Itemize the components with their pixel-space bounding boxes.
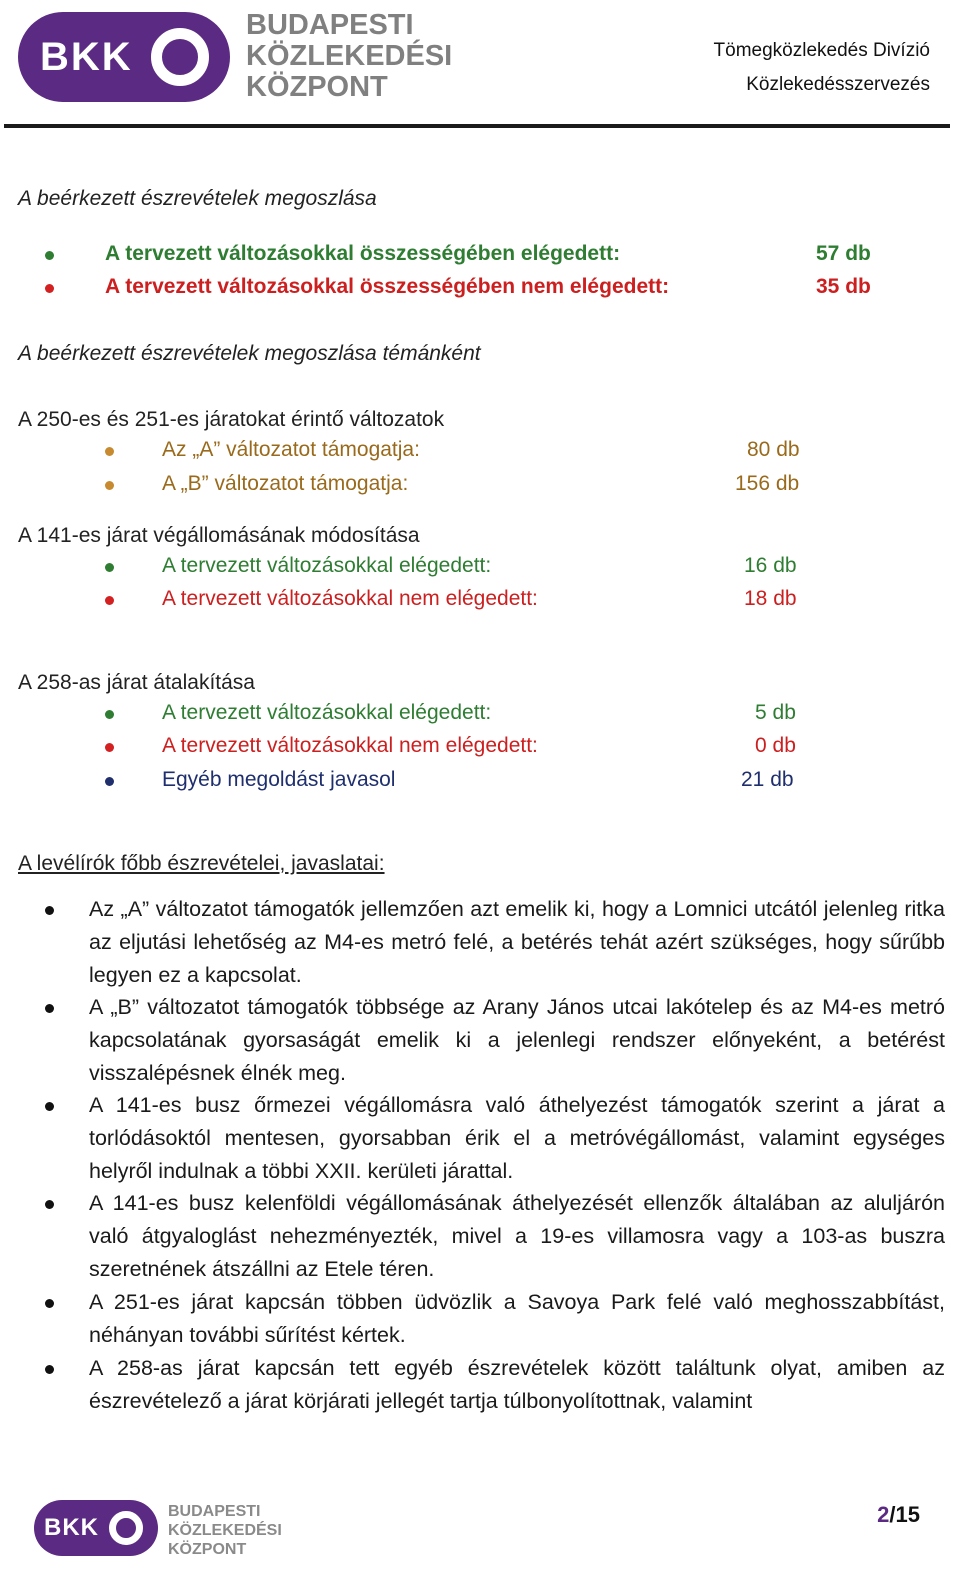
bullet-icon xyxy=(105,563,114,572)
topic-141-not-satisfied-label: A tervezett változásokkal nem elégedett: xyxy=(162,587,538,610)
topic-250-251-title: A 250-es és 251-es járatokat érintő változatok xyxy=(18,408,445,431)
topic-250-variant-a-label: Az „A” változatot támogatja: xyxy=(162,438,420,461)
topic-258-not-satisfied-value: 0 db xyxy=(755,734,796,757)
remarks-title: A levélírók főbb észrevételei, javaslatai: xyxy=(18,852,385,875)
remark-item: A 141-es busz őrmezei végállomásra való áthelyezést támogatók szerint a járat a torlódásoktól mentesen, gyorsabban érik el a metróvégállomást, valamint egységes helyről indulnak a többi XXII. kerületi járattal. xyxy=(89,1093,945,1183)
logo-line-1: BUDAPESTI xyxy=(246,9,414,41)
logo-ring-icon xyxy=(151,28,209,86)
logo-abbr: BKK xyxy=(40,34,133,79)
topic-250-variant-b-label: A „B” változatot támogatja: xyxy=(162,472,409,495)
page-total: /15 xyxy=(889,1502,920,1527)
page-current: 2 xyxy=(877,1502,890,1527)
remark-item: A 251-es járat kapcsán többen üdvözlik a Savoya Park felé való meghosszabbítást, néhányan további sűrítést kértek. xyxy=(89,1290,945,1347)
summary-satisfied-label: A tervezett változásokkal összességében elégedett: xyxy=(105,242,621,265)
summary-not-satisfied-label: A tervezett változásokkal összességében nem elégedett: xyxy=(105,275,670,298)
bullet-icon xyxy=(105,777,114,786)
department-name: Közlekedésszervezés xyxy=(746,74,930,95)
remark-item: A 258-as járat kapcsán tett egyéb észrevételek között találtunk olyat, amiben az észrevételező a járat körjárati jellegét tartja túlbonyolítottnak, valamint xyxy=(89,1356,945,1413)
topic-141-satisfied-label: A tervezett változásokkal elégedett: xyxy=(162,554,492,577)
page-number xyxy=(877,1502,920,1528)
footer-logo-ring-icon xyxy=(109,1511,143,1545)
bkk-logo xyxy=(18,12,230,102)
topic-141-satisfied-value: 16 db xyxy=(744,554,797,577)
remark-item: A „B” változatot támogatók többsége az Arany János utcai lakótelep és az M4-es metró kapcsolatának gyorsaságát emelik ki a jelenlegi rendszer előnyeként, a betérést visszalépésnek élnék meg. xyxy=(89,995,945,1085)
remark-item: A 141-es busz kelenföldi végállomásának áthelyezését ellenzők általában az aluljárón való átgyaloglást nehezményezték, mivel a 19-es villamosra vagy a 103-as buszra szeretnének átszállni az Etele téren. xyxy=(89,1191,945,1281)
topic-258-other-label: Egyéb megoldást javasol xyxy=(162,768,396,791)
footer-logo-wordmark xyxy=(168,1502,282,1559)
summary-not-satisfied-value: 35 db xyxy=(816,275,871,298)
logo-line-2: KÖZLEKEDÉSI xyxy=(246,40,453,72)
bullet-icon xyxy=(105,447,114,456)
remark-item: Az „A” változatot támogatók jellemzően azt emelik ki, hogy a Lomnici utcától jelenleg ritka az eljutási lehetőség az M4-es metró felé, a betérés tehát azért szükséges, hogy sűrűbb legyen ez a kapcsolat. xyxy=(89,897,945,987)
logo-wordmark xyxy=(246,10,452,103)
bullet-icon xyxy=(45,1299,54,1308)
topic-258-not-satisfied-label: A tervezett változásokkal nem elégedett: xyxy=(162,734,538,757)
footer-logo-abbr: BKK xyxy=(44,1514,99,1541)
topic-250-variant-b-value: 156 db xyxy=(735,472,800,495)
summary-satisfied-value: 57 db xyxy=(816,242,871,265)
footer-logo-line-2: KÖZLEKEDÉSI xyxy=(168,1522,282,1539)
bullet-icon xyxy=(105,743,114,752)
footer-bkk-logo xyxy=(34,1500,158,1556)
topic-141-not-satisfied-value: 18 db xyxy=(744,587,797,610)
bullet-icon xyxy=(45,284,54,293)
logo-line-3: KÖZPONT xyxy=(246,71,388,103)
topic-141-title: A 141-es járat végállomásának módosítása xyxy=(18,524,420,547)
bullet-icon xyxy=(45,1365,54,1374)
bullet-icon xyxy=(105,710,114,719)
bullet-icon xyxy=(105,596,114,605)
topic-258-satisfied-value: 5 db xyxy=(755,701,796,724)
page-header xyxy=(0,0,960,130)
bullet-icon xyxy=(45,1004,54,1013)
topic-258-satisfied-label: A tervezett változásokkal elégedett: xyxy=(162,701,492,724)
footer-logo-line-1: BUDAPESTI xyxy=(168,1503,261,1520)
section-title-distribution: A beérkezett észrevételek megoszlása xyxy=(18,187,377,210)
bullet-icon xyxy=(105,481,114,490)
section-title-by-topic: A beérkezett észrevételek megoszlása témánként xyxy=(18,342,481,365)
header-divider xyxy=(4,124,950,128)
division-name: Tömegközlekedés Divízió xyxy=(713,40,930,61)
bullet-icon xyxy=(45,1102,54,1111)
topic-258-title: A 258-as járat átalakítása xyxy=(18,671,255,694)
bullet-icon xyxy=(45,251,54,260)
organization-unit xyxy=(714,34,930,102)
bullet-icon xyxy=(45,906,54,915)
topic-258-other-value: 21 db xyxy=(741,768,794,791)
footer-logo-line-3: KÖZPONT xyxy=(168,1541,247,1558)
bullet-icon xyxy=(45,1200,54,1209)
topic-250-variant-a-value: 80 db xyxy=(747,438,800,461)
